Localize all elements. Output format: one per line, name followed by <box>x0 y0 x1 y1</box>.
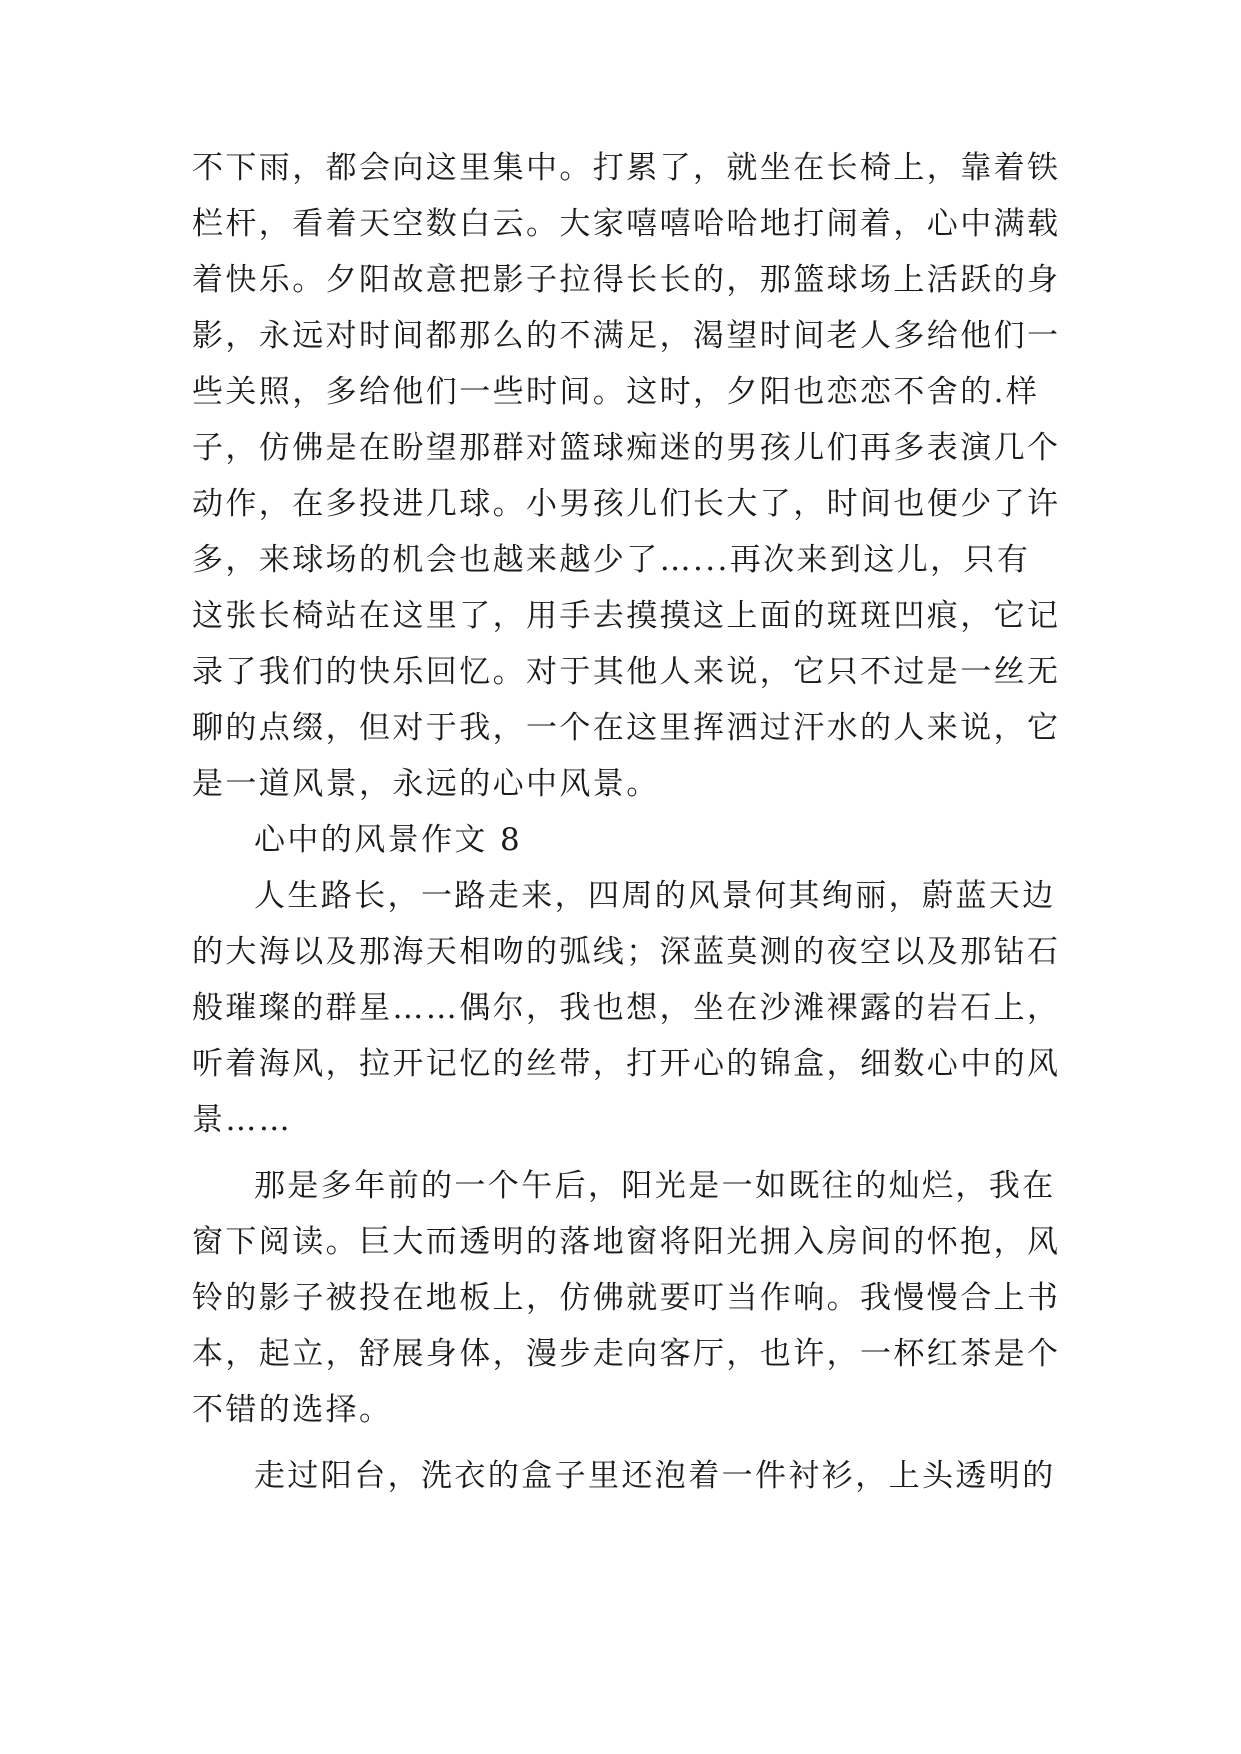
text-line: 不下雨，都会向这里集中。打累了，就坐在长椅上，靠着铁 <box>192 150 1061 186</box>
text-line: 景…… <box>192 1102 293 1138</box>
text-line: 的大海以及那海天相吻的弧线；深蓝莫测的夜空以及那钻石 <box>192 934 1061 970</box>
text-line: 多，来球场的机会也越来越少了…...再次来到这儿，只有 <box>192 542 1031 578</box>
text-line: 那是多年前的一个午后，阳光是一如既往的灿烂，我在 <box>254 1168 1056 1204</box>
text-line: 这张长椅站在这里了，用手去摸摸这上面的斑斑凹痕，它记 <box>192 598 1061 634</box>
section-heading: 心中的风景作文 8 <box>254 822 523 858</box>
text-line: 窗下阅读。巨大而透明的落地窗将阳光拥入房间的怀抱，风 <box>192 1224 1061 1260</box>
text-line: 栏杆，看着天空数白云。大家嘻嘻哈哈地打闹着，心中满载 <box>192 206 1061 242</box>
text-line: 着快乐。夕阳故意把影子拉得长长的，那篮球场上活跃的身 <box>192 262 1061 298</box>
text-line: 走过阳台，洗衣的盒子里还泡着一件衬衫，上头透明的 <box>254 1458 1056 1494</box>
text-line: 动作，在多投进几球。小男孩儿们长大了，时间也便少了许 <box>192 486 1061 522</box>
text-line: 人生路长，一路走来，四周的风景何其绚丽，蔚蓝天边 <box>254 878 1056 914</box>
text-line: 铃的影子被投在地板上，仿佛就要叮当作响。我慢慢合上书 <box>192 1280 1061 1316</box>
text-line: 不错的选择。 <box>192 1392 393 1428</box>
text-line: 般璀璨的群星……偶尔，我也想，坐在沙滩裸露的岩石上， <box>192 990 1061 1026</box>
text-line: 影，永远对时间都那么的不满足，渴望时间老人多给他们一 <box>192 318 1061 354</box>
text-line: 录了我们的快乐回忆。对于其他人来说，它只不过是一丝无 <box>192 654 1061 690</box>
text-line: 子，仿佛是在盼望那群对篮球痴迷的男孩儿们再多表演几个 <box>192 430 1061 466</box>
text-line: 聊的点缀，但对于我，一个在这里挥洒过汗水的人来说，它 <box>192 710 1061 746</box>
text-line: 些关照，多给他们一些时间。这时，夕阳也恋恋不舍的.样 <box>192 374 1040 410</box>
text-line: 本，起立，舒展身体，漫步走向客厅，也许，一杯红茶是个 <box>192 1336 1061 1372</box>
text-line: 是一道风景，永远的心中风景。 <box>192 766 660 802</box>
text-line: 听着海风，拉开记忆的丝带，打开心的锦盒，细数心中的风 <box>192 1046 1061 1082</box>
